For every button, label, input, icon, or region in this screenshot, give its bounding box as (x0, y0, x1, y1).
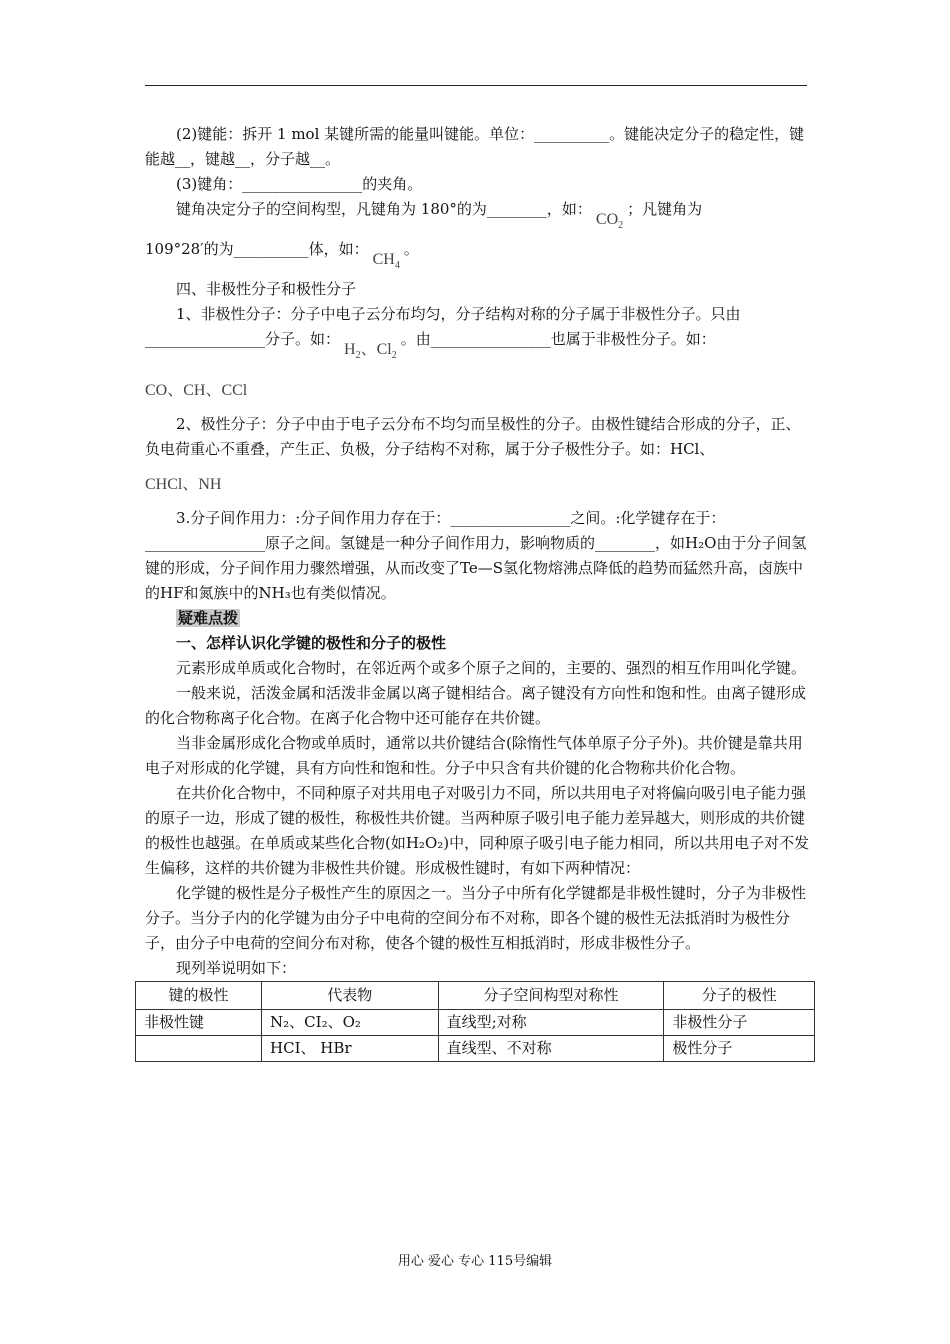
para-109: 109°28′的为__________体，如：$CH_4$。 (145, 240, 419, 272)
para-polar: 2、极性分子：分子中由于电子云分布不均匀而呈极性的分子。由极性键结合形成的分子，正、负电荷重心不重叠，产生正、负极，分子结构不对称，属于分子极性分子。如：HCl、 (145, 414, 801, 458)
para-angle-shape: 键角决定分子的空间构型，凡键角为 180°的为________，如：$CO_2$；凡键角为 (176, 200, 703, 232)
table-header: 代表物 (262, 981, 439, 1009)
section-4-heading: 四、非极性分子和极性分子 (176, 280, 357, 299)
para-bond-angle: (3)键角：________________的夹角。 (176, 175, 423, 193)
para-molecular-polarity: 化学键的极性是分子极性产生的原因之一。当分子中所有化学键都是非极性键时，分子为非极性分子。当分子内的化学键为由分子中电荷的空间分布不对称，即各个键的极性无法抵消时为极性分子，由分子中电荷的空间分布对称，使各个键的极性互相抵消时，形成非极性分子。 (145, 883, 807, 952)
page-footer: 用心 爱心 专心 115号编辑 (397, 1254, 553, 1269)
table-header: 键的极性 (136, 981, 262, 1009)
header-rule (145, 85, 807, 86)
formula-co2: $CO_2$ (595, 211, 624, 232)
para-ionic-bond: 一般来说，活泼金属和活泼非金属以离子键相结合。离子键没有方向性和饱和性。由离子键形成的化合物称离子化合物。在离子化合物中还可能存在共价键。 (145, 683, 807, 727)
table-header: 分子的极性 (664, 981, 815, 1009)
formula-h2-cl2: $H_2$、$Cl_2$ (344, 341, 397, 362)
formula-ch4: $CH_4$ (372, 251, 400, 272)
para-polar-covalent: 在共价化合物中，不同种原子对共用电子对吸引力不同，所以共用电子对将偏向吸引电子能力强的原子一边，形成了键的极性，称极性共价键。当两种原子吸引电子能力差异越大，则形成的共价键的极性也越强。在单质或某些化合物(如H₂O₂)中，同种原子吸引电子能力相同，所以共用电子对不发生偏移，这样的共价键为非极性共价键。形成极性键时，有如下两种情况： (145, 783, 810, 877)
table-cell: 非极性键 (136, 1009, 262, 1035)
formula-list-nonpolar: CO、CH、CCl (145, 381, 248, 399)
para-examples-intro: 现列举说明如下： (176, 958, 297, 977)
table-cell: 直线型;对称 (438, 1009, 664, 1035)
table-cell: 直线型、不对称 (438, 1035, 664, 1061)
para-bond-energy: (2)键能：拆开 1 mol 某键所需的能量叫键能。单位：__________。键能决定分子的稳定性，键能越__，键越__，分子越__。 (145, 125, 805, 168)
para-covalent-bond: 当非金属形成化合物或单质时，通常以共价键结合(除惰性气体单原子分子外)。共价键是靠共用电子对形成的化学键，具有方向性和饱和性。分子中只含有共价键的化合物称共价化合物。 (145, 733, 803, 777)
table-header-row (136, 981, 815, 1009)
table-row (136, 1035, 815, 1061)
para-chemical-bond: 元素形成单质或化合物时，在邻近两个或多个原子之间的，主要的、强烈的相互作用叫化学键。 (176, 658, 807, 677)
document-body (145, 122, 813, 1062)
table-cell: HCI、 HBr (262, 1035, 439, 1061)
table-cell: 非极性分子 (664, 1009, 815, 1035)
table-cell: N₂、CI₂、O₂ (262, 1009, 439, 1035)
para-nonpolar: 1、非极性分子：分子中电子云分布均匀，分子结构对称的分子属于非极性分子。只由________________分子。如：$H_2$、$Cl_2$。由________________也属于非极性分子。如： (145, 305, 741, 362)
table-row (136, 1009, 815, 1035)
section-1-heading: 一、怎样认识化学键的极性和分子的极性 (176, 633, 447, 652)
table-cell: 极性分子 (664, 1035, 815, 1061)
table-header: 分子空间构型对称性 (438, 981, 664, 1009)
table-cell (136, 1035, 262, 1061)
formula-list-polar: CHCl、NH (145, 475, 222, 493)
para-intermolecular: 3.分子间作用力：:分子间作用力存在于：________________之间。:化学键存在于：________________原子之间。氢键是一种分子间作用力，影响物质的________，如H₂O由于分子间氢键的形成，分子间作用力骤然增强，从而改变了Te—S氢化物熔沸点降低的趋势而猛然升高，卤族中的HF和氮族中的NH₃也有类似情况。 (145, 508, 807, 602)
polarity-table (135, 981, 815, 1062)
difficulty-heading: 疑难点拨 (178, 608, 239, 627)
